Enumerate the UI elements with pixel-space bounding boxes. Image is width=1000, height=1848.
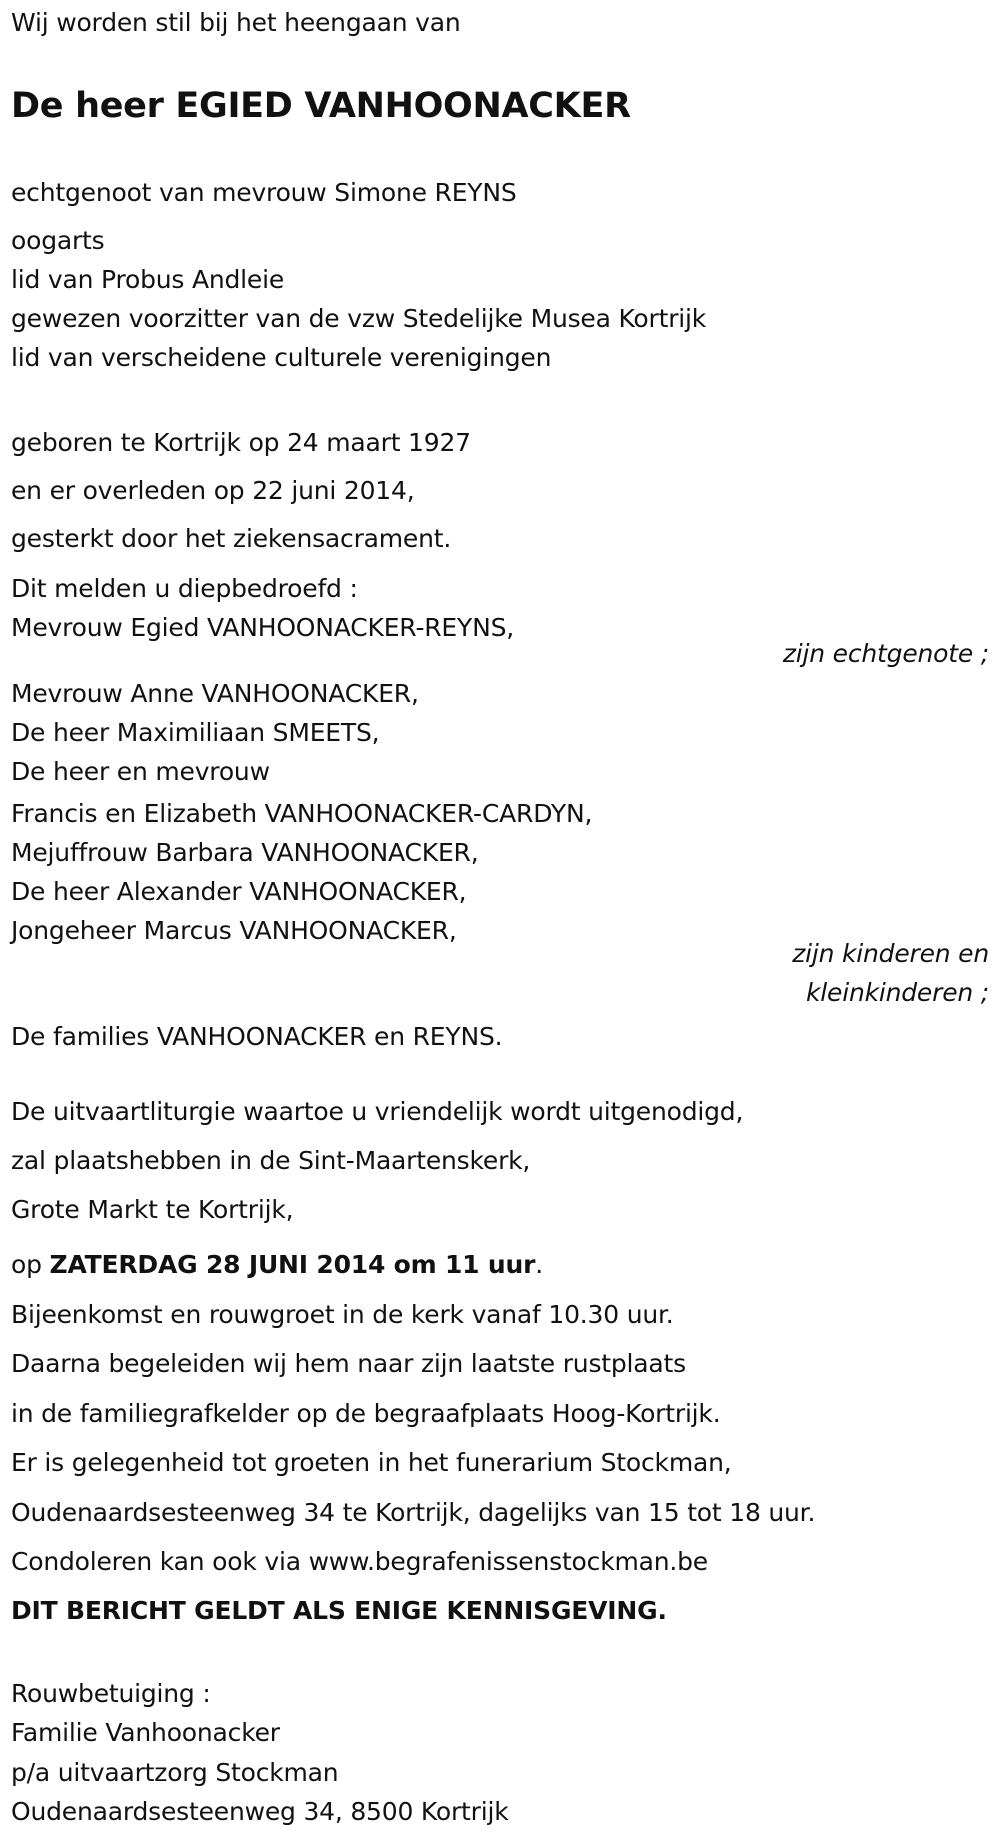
date-suffix: . (535, 1250, 543, 1279)
funeral-line: Daarna begeleiden wij hem naar zijn laatste rustplaats (11, 1349, 686, 1378)
child-line: Francis en Elizabeth VANHOONACKER-CARDYN, (11, 799, 593, 828)
families-line: De families VANHOONACKER en REYNS. (11, 1022, 503, 1051)
funeral-line: in de familiegrafkelder op de begraafplaats Hoog-Kortrijk. (11, 1399, 721, 1428)
funeral-line: De uitvaartliturgie waartoe u vriendelijk wordt uitgenodigd, (11, 1097, 744, 1126)
deceased-title: De heer EGIED VANHOONACKER (11, 86, 631, 126)
funeral-line: Bijeenkomst en rouwgroet in de kerk vanaf 10.30 uur. (11, 1300, 674, 1329)
condolence-address-line: Rouwbetuiging : (11, 1679, 211, 1708)
sacrament-line: gesterkt door het ziekensacrament. (11, 524, 452, 553)
funeral-date-line (11, 1250, 543, 1280)
role-line: lid van verscheidene culturele verenigingen (11, 343, 552, 372)
date-prefix: op (11, 1250, 50, 1279)
child-line: De heer Alexander VANHOONACKER, (11, 877, 467, 906)
death-line: en er overleden op 22 juni 2014, (11, 476, 415, 505)
condolence-online-line (11, 1547, 708, 1577)
child-line: De heer en mevrouw (11, 757, 270, 786)
role-line: oogarts (11, 226, 105, 255)
funeral-date: ZATERDAG 28 JUNI 2014 om 11 uur (49, 1250, 536, 1279)
role-line: gewezen voorzitter van de vzw Stedelijke Musea Kortrijk (11, 304, 707, 333)
condolence-prefix: Condoleren kan ook via (11, 1547, 309, 1576)
notice-line: DIT BERICHT GELDT ALS ENIGE KENNISGEVING. (11, 1596, 667, 1625)
children-relation: zijn kinderen en (792, 939, 989, 968)
condolence-address-line: Familie Vanhoonacker (11, 1718, 280, 1747)
child-line: Mevrouw Anne VANHOONACKER, (11, 679, 419, 708)
intro-text: Wij worden stil bij het heengaan van (11, 8, 461, 37)
child-line: Jongeheer Marcus VANHOONACKER, (11, 916, 457, 945)
funeral-line: Grote Markt te Kortrijk, (11, 1195, 294, 1224)
funeral-line: Er is gelegenheid tot groeten in het funerarium Stockman, (11, 1448, 732, 1477)
condolence-address-line: Oudenaardsesteenweg 34, 8500 Kortrijk (11, 1797, 509, 1826)
children-relation: kleinkinderen ; (806, 978, 989, 1007)
funeral-line: zal plaatshebben in de Sint-Maartenskerk, (11, 1146, 531, 1175)
spouse-line: echtgenoot van mevrouw Simone REYNS (11, 178, 517, 207)
child-line: De heer Maximiliaan SMEETS, (11, 718, 380, 747)
widow-line: Mevrouw Egied VANHOONACKER-REYNS, (11, 613, 515, 642)
widow-relation: zijn echtgenote ; (782, 639, 989, 668)
funeral-line: Oudenaardsesteenweg 34 te Kortrijk, dagelijks van 15 tot 18 uur. (11, 1498, 816, 1527)
condolence-website-link[interactable]: www.begrafenissenstockman.be (308, 1547, 708, 1576)
condolence-address-line: p/a uitvaartzorg Stockman (11, 1758, 339, 1787)
birth-line: geboren te Kortrijk op 24 maart 1927 (11, 428, 471, 457)
child-line: Mejuffrouw Barbara VANHOONACKER, (11, 838, 479, 867)
announce-line: Dit melden u diepbedroefd : (11, 574, 358, 603)
role-line: lid van Probus Andleie (11, 265, 285, 294)
